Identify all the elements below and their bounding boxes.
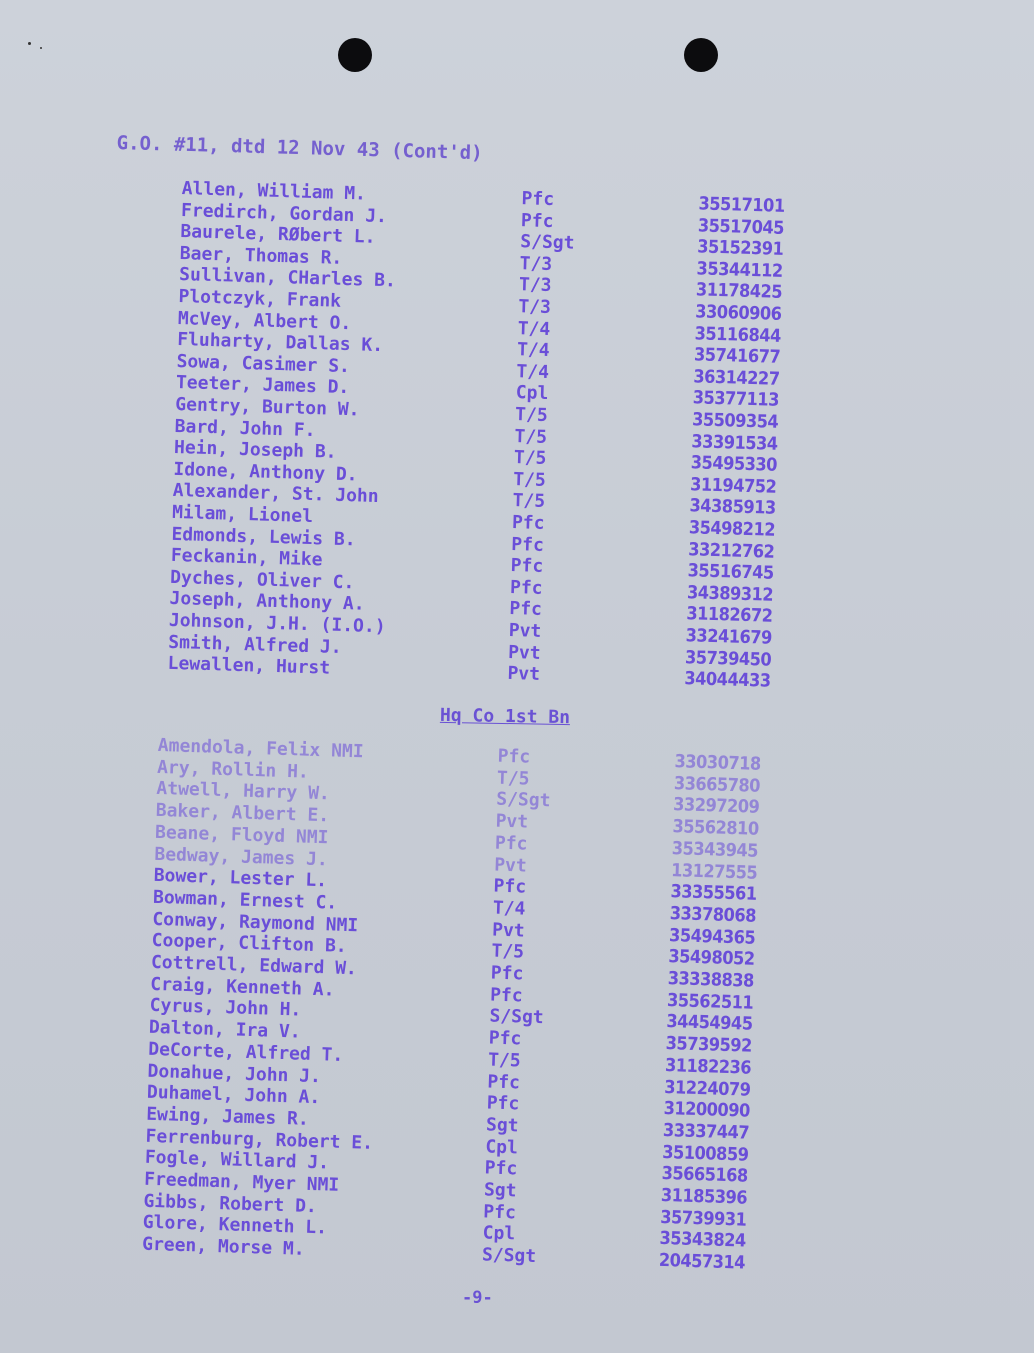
soldier-name: Atwell, Harry W. <box>156 778 331 805</box>
soldier-name: Donahue, John J. <box>147 1060 322 1087</box>
serial-number: 35516745 <box>687 560 775 584</box>
serial-number: 35498052 <box>668 946 755 971</box>
soldier-name: Dalton, Ira V. <box>148 1016 301 1043</box>
soldier-name: Baker, Albert E. <box>155 800 330 827</box>
serial-number: 34044433 <box>684 668 771 692</box>
serial-number: 33378068 <box>669 902 757 927</box>
soldier-rank: Pvt <box>491 919 526 942</box>
document-header: G.O. #11, dtd 12 Nov 43 (Cont'd) <box>116 132 483 165</box>
page-number: -9- <box>462 1288 493 1308</box>
soldier-name: Bower, Lester L. <box>153 865 328 892</box>
soldier-rank: T/5 <box>512 490 546 513</box>
soldier-name: Baer, Thomas R. <box>179 242 343 269</box>
serial-number: 35562511 <box>666 989 754 1014</box>
serial-number: 34454945 <box>666 1011 753 1036</box>
serial-number: 35100859 <box>661 1141 749 1166</box>
serial-number: 31182236 <box>664 1054 752 1079</box>
serial-number: 33060906 <box>695 301 782 325</box>
serial-number: 35739450 <box>684 646 772 671</box>
serial-number: 34385913 <box>689 495 776 520</box>
soldier-name: Ary, Rollin H. <box>156 756 310 783</box>
soldier-rank: T/4 <box>517 317 551 340</box>
soldier-rank: T/5 <box>514 425 548 448</box>
serial-number: 33338838 <box>667 968 755 992</box>
serial-number: 33030718 <box>674 751 762 775</box>
punch-hole-right <box>684 38 718 72</box>
soldier-rank: T/4 <box>492 897 526 920</box>
soldier-rank: T/5 <box>513 447 547 470</box>
soldier-name: Green, Morse M. <box>141 1233 305 1260</box>
soldier-rank: Pfc <box>510 555 544 578</box>
serial-number: 35377113 <box>692 387 780 412</box>
soldier-name: Lewallen, Hurst <box>167 653 331 679</box>
serial-number: 33241679 <box>685 625 773 649</box>
soldier-rank: T/5 <box>496 767 530 790</box>
soldier-name: Milam, Lionel <box>171 501 314 528</box>
serial-number: 31200090 <box>663 1098 751 1122</box>
soldier-rank: Pfc <box>509 598 543 621</box>
soldier-name: Johnson, J.H. (I.O.) <box>168 609 386 638</box>
soldier-name: Fogle, Willard J. <box>144 1147 330 1174</box>
soldier-rank: Pfc <box>484 1157 518 1180</box>
paper-speck <box>40 47 42 49</box>
soldier-name: Baurele, RØbert L. <box>180 221 376 249</box>
soldier-rank: Pfc <box>521 188 555 211</box>
punch-hole-left <box>338 38 372 72</box>
soldier-name: Plotczyk, Frank <box>178 286 342 312</box>
serial-number: 13127555 <box>670 859 758 884</box>
soldier-rank: Pfc <box>494 832 528 855</box>
serial-number: 31178425 <box>695 279 783 304</box>
serial-number: 35343824 <box>659 1228 747 1253</box>
soldier-name: Fredirch, Gordan J. <box>180 199 388 227</box>
soldier-name: Ewing, James R. <box>145 1103 310 1130</box>
serial-number: 20457314 <box>658 1250 746 1274</box>
serial-number: 35344112 <box>696 258 784 282</box>
soldier-rank: Pfc <box>497 745 531 768</box>
serial-number: 35498212 <box>688 517 776 541</box>
soldier-rank: Pfc <box>488 1027 522 1050</box>
soldier-name: Bowman, Ernest C. <box>152 886 338 914</box>
soldier-name: Glore, Kenneth L. <box>142 1212 328 1239</box>
serial-number: 35494365 <box>668 924 756 949</box>
soldier-rank: Pfc <box>511 512 545 534</box>
serial-number: 35739931 <box>659 1206 747 1231</box>
soldier-name: Amendola, Felix NMI <box>157 734 364 763</box>
soldier-rank: T/5 <box>514 404 549 427</box>
soldier-rank: Pfc <box>509 576 543 599</box>
soldier-name: Freedman, Myer NMI <box>143 1168 340 1196</box>
soldier-rank: S/Sgt <box>489 1005 544 1029</box>
soldier-rank: S/Sgt <box>520 231 575 254</box>
soldier-name: Ferrenburg, Robert E. <box>145 1125 374 1154</box>
soldier-rank: S/Sgt <box>481 1244 537 1268</box>
paper-speck <box>28 42 31 45</box>
soldier-name: Sullivan, CHarles B. <box>178 264 397 292</box>
serial-number: 35517045 <box>697 214 785 239</box>
soldier-name: Allen, William M. <box>181 178 367 205</box>
soldier-rank: Pfc <box>490 962 524 985</box>
serial-number: 33212762 <box>687 538 775 563</box>
soldier-name: Sowa, Casimer S. <box>176 350 351 377</box>
soldier-name: Hein, Joseph B. <box>173 437 337 463</box>
soldier-rank: T/3 <box>518 296 552 319</box>
soldier-rank: Pvt <box>507 641 541 664</box>
soldier-rank: Pfc <box>487 1070 521 1093</box>
serial-number: 33337447 <box>662 1119 750 1144</box>
soldier-name: DeCorte, Alfred T. <box>147 1038 344 1066</box>
soldier-name: Cooper, Clifton B. <box>151 930 348 958</box>
soldier-rank: Cpl <box>515 382 549 405</box>
serial-number: 34389312 <box>686 582 774 606</box>
soldier-name: Duhamel, John A. <box>146 1081 321 1109</box>
serial-number: 35741677 <box>693 344 781 369</box>
soldier-name: Bedway, James J. <box>154 843 329 870</box>
soldier-rank: Pvt <box>493 854 528 877</box>
soldier-rank: Pvt <box>495 810 529 833</box>
soldier-name: Edmonds, Lewis B. <box>171 523 356 550</box>
serial-number: 36314227 <box>693 366 780 390</box>
section-title-hq-co-1st-bn: Hq Co 1st Bn <box>439 704 571 729</box>
soldier-name: Fluharty, Dallas K. <box>176 329 384 357</box>
serial-number: 35665168 <box>661 1163 749 1187</box>
soldier-name: Beane, Floyd NMI <box>154 821 329 849</box>
serial-number: 35343945 <box>671 837 759 862</box>
soldier-rank: Sgt <box>485 1114 519 1137</box>
soldier-rank: Pfc <box>483 1201 517 1224</box>
serial-number: 35152391 <box>696 236 784 261</box>
serial-number: 35509354 <box>691 409 779 433</box>
soldier-rank: Sgt <box>483 1179 517 1202</box>
soldier-rank: T/3 <box>518 274 552 297</box>
serial-number: 35562810 <box>672 816 759 840</box>
soldier-rank: Cpl <box>482 1222 516 1245</box>
soldier-rank: T/3 <box>519 252 553 275</box>
soldier-name: Feckanin, Mike <box>170 545 323 571</box>
soldier-rank: T/4 <box>516 339 550 362</box>
soldier-rank: Pvt <box>507 663 541 686</box>
soldier-name: Alexander, St. John <box>172 480 379 508</box>
serial-number: 33391534 <box>691 430 778 455</box>
soldier-name: Dyches, Oliver C. <box>169 566 355 594</box>
soldier-name: Joseph, Anthony A. <box>169 588 365 616</box>
serial-number: 35517101 <box>698 193 785 217</box>
serial-number: 35116844 <box>694 322 782 347</box>
soldier-rank: Pfc <box>511 533 545 556</box>
soldier-name: Conway, Raymond NMI <box>152 908 359 936</box>
soldier-rank: Pvt <box>508 619 542 642</box>
serial-number: 33665780 <box>673 772 761 797</box>
soldier-rank: T/5 <box>491 940 525 963</box>
soldier-name: Bard, John F. <box>174 415 316 441</box>
soldier-rank: Pfc <box>493 875 527 898</box>
soldier-rank: T/5 <box>512 468 547 491</box>
soldier-name: Idone, Anthony D. <box>173 458 358 486</box>
serial-number: 35739592 <box>665 1033 753 1057</box>
soldier-name: Smith, Alfred J. <box>167 631 342 658</box>
serial-number: 31182672 <box>686 603 773 628</box>
soldier-rank: T/5 <box>487 1049 521 1072</box>
soldier-rank: Pfc <box>489 984 523 1007</box>
serial-number: 31194752 <box>689 474 777 498</box>
soldier-name: Gibbs, Robert D. <box>143 1190 318 1217</box>
soldier-name: Cyrus, John H. <box>149 995 302 1021</box>
soldier-rank: S/Sgt <box>495 788 551 812</box>
serial-number: 31185396 <box>660 1184 748 1209</box>
soldier-name: Gentry, Burton W. <box>175 393 360 421</box>
soldier-rank: Pfc <box>520 209 554 232</box>
soldier-name: Teeter, James D. <box>175 372 350 399</box>
soldier-name: Cottrell, Edward W. <box>150 951 358 980</box>
serial-number: 33297209 <box>672 794 760 819</box>
soldier-name: Craig, Kenneth A. <box>150 973 335 1001</box>
serial-number: 31224079 <box>664 1076 751 1101</box>
serial-number: 35495330 <box>690 452 778 477</box>
soldier-rank: T/4 <box>516 360 550 383</box>
soldier-rank: Pfc <box>486 1092 520 1115</box>
soldier-rank: Cpl <box>485 1136 519 1159</box>
soldier-name: McVey, Albert O. <box>177 307 352 334</box>
serial-number: 33355561 <box>670 881 757 905</box>
